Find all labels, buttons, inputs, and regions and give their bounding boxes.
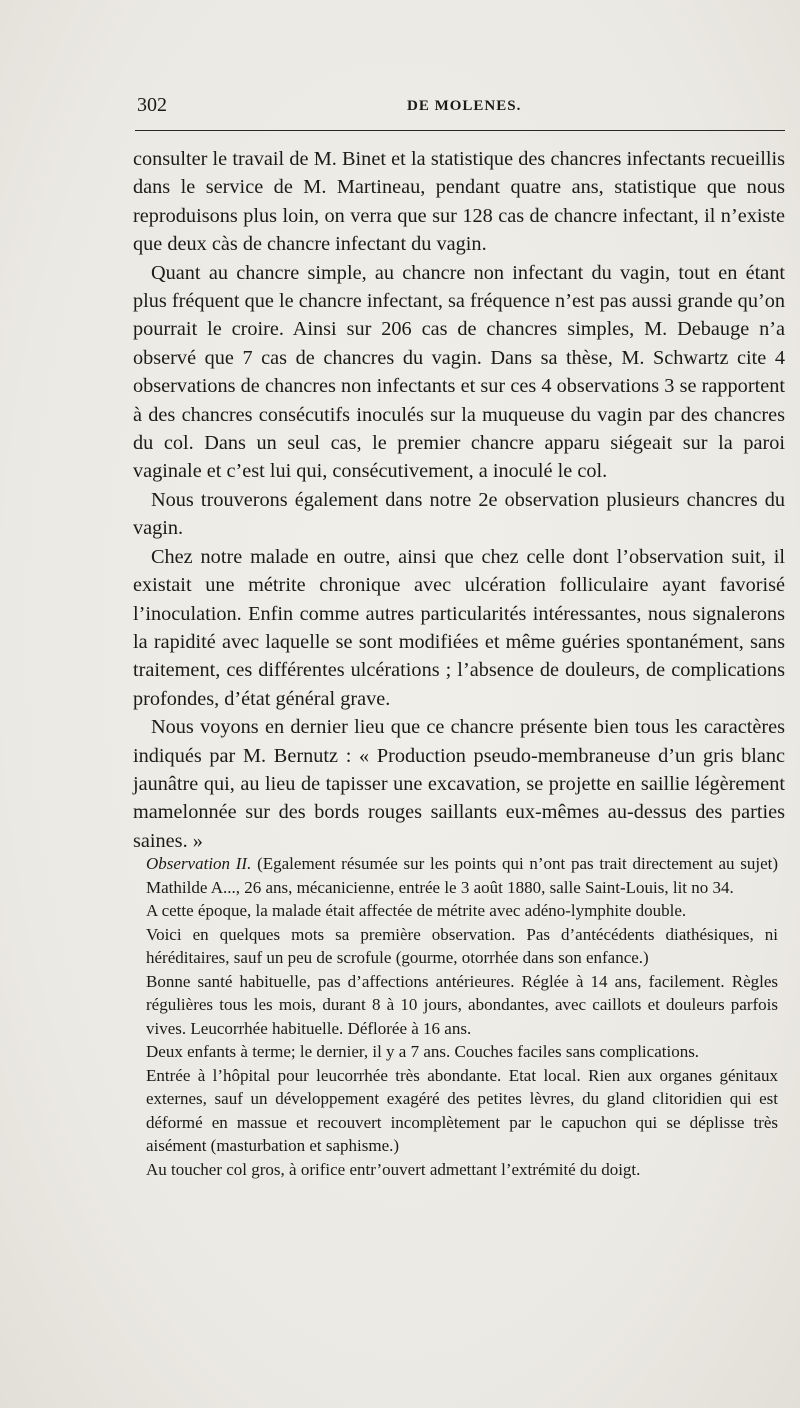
running-title: DE MOLENES.	[407, 98, 522, 114]
paragraph-2: Quant au chancre simple, au chancre non infectant du vagin, tout en étant plus fréquent que le chancre infectant, sa fréquence n’est pas aussi grande qu’on pourrait le croire. Ainsi sur 206 cas de chancres simples, M. Debauge n’a observé que 7 cas de chancres du vagin. Dans sa thèse, M. Schwartz cite 4 observations de chancres non infectants et sur ces 4 observations 3 se rapportent à des chancres consécutifs inoculés sur la muqueuse du vagin par des chancres du col. Dans un seul cas, le premier chancre apparu siégeait sur la paroi vaginale et c’est lui qui, consécutivement, a inoculé le col.	[133, 261, 785, 483]
page-number: 302	[137, 94, 167, 116]
observation-paragraph-6: Entrée à l’hôpital pour leucorrhée très abondante. Etat local. Rien aux organes génitaux externes, sauf un développement exagéré des petites lèvres, du gland clitoridien qui est déformé en massue et recouvert incomplètement par le capuchon qui se déplisse très aisément (masturbation et saphisme.)	[146, 1065, 778, 1155]
observation-intro	[146, 852, 778, 899]
observation-paragraph-3: Voici en quelques mots sa première observation. Pas d’antécédents diathésiques, ni héréditaires, sauf un peu de scrofule (gourme, otorrhée dans son enfance.)	[146, 924, 778, 967]
observation-paragraph-5: Deux enfants à terme; le dernier, il y a 7 ans. Couches faciles sans complications.	[146, 1042, 700, 1061]
paragraph-1: consulter le travail de M. Binet et la statistique des chancres infectants recueillis dans le service de M. Martineau, pendant quatre ans, statistique que nous reproduisons plus loin, on verra que sur 128 cas de chancre infectant, il n’existe que deux càs de chancre infectant du vagin.	[133, 148, 785, 256]
observation-paragraph-4: Bonne santé habituelle, pas d’affections antérieures. Réglée à 14 ans, facilement. Règles régulières tous les mois, durant 8 à 10 jours, abondantes, avec caillots et douleurs parfois vives. Leucorrhée habituelle. Déflorée à 16 ans.	[146, 971, 778, 1038]
observation-paragraph-7: Au toucher col gros, à orifice entr’ouvert admettant l’extrémité du doigt.	[146, 1159, 641, 1179]
running-head	[135, 94, 785, 122]
observation-paragraph-2: A cette époque, la malade était affectée de métrite avec adéno-lymphite double.	[146, 901, 687, 920]
paragraph-4: Chez notre malade en outre, ainsi que chez celle dont l’observation suit, il existait une métrite chronique avec ulcération folliculaire ayant favorisé l’inoculation. Enfin comme autres particularités intéressantes, nous signalerons la rapidité avec laquelle se sont modifiées et même guéries spontanément, sans traitement, ces différentes ulcérations ; l’absence de douleurs, de complications profondes, d’état général grave.	[133, 545, 785, 710]
observation-section	[146, 852, 778, 1181]
paragraph-3: Nous trouverons également dans notre 2e observation plusieurs chancres du vagin.	[133, 488, 785, 540]
main-text	[133, 145, 785, 855]
header-rule	[135, 130, 785, 131]
observation-heading: Observation II.	[146, 854, 252, 873]
paragraph-5: Nous voyons en dernier lieu que ce chancre présente bien tous les caractères indiqués par M. Bernutz : « Production pseudo-membraneuse d’un gris blanc jaunâtre qui, au lieu de tapisser une excavation, se projette en saillie légèrement mamelonnée sur des bords rouges saillants eux-mêmes au-dessus des parties saines. »	[133, 716, 785, 852]
observation-paragraph-1: (Egalement résumée sur les points qui n’ont pas trait directement au sujet) Mathilde A..., 26 ans, mécanicienne, entrée le 3 août 1880, salle Saint-Louis, lit no 34.	[146, 854, 779, 897]
